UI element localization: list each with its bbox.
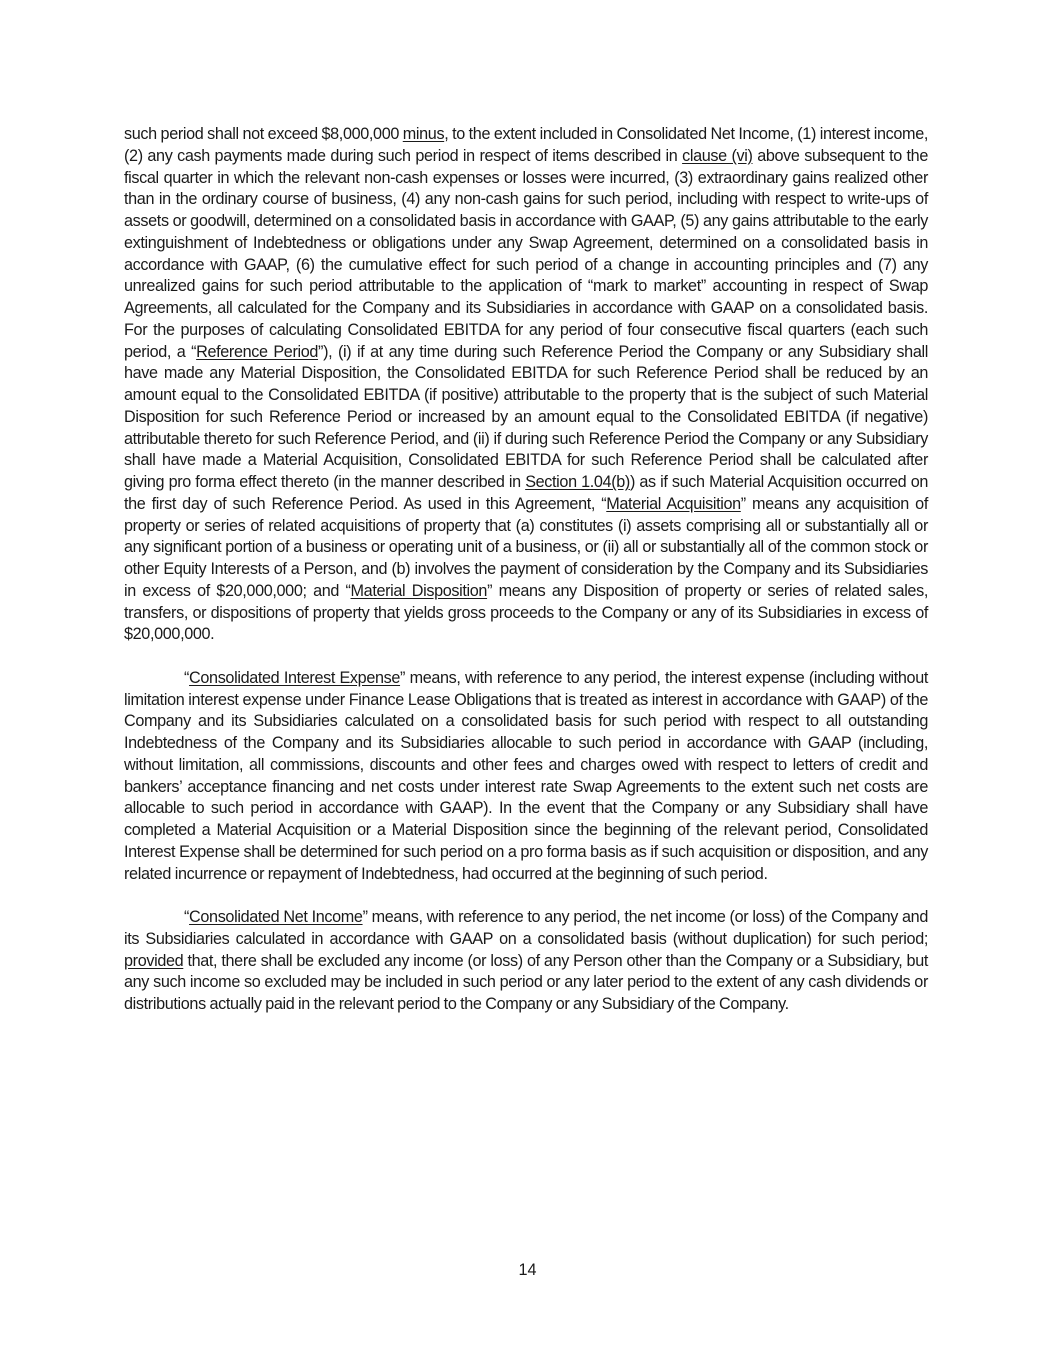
text-run: ” means any Disposition of property or series of related sales, transfers, or dispositions of property that yields gross proceeds to the Company or any of its Subsidiaries in excess of $20,000,000.	[124, 581, 928, 644]
reference-clause-vi: clause (vi)	[682, 146, 753, 165]
text-run: such period shall not exceed $8,000,000	[124, 125, 403, 143]
term-minus: minus	[402, 125, 445, 143]
defined-term-consolidated-net-income: Consolidated Net Income	[189, 908, 363, 926]
text-run: above subsequent to the fiscal quarter in which the relevant non-cash expenses or losses were incurred, (3) extraordinary gains realized other than in the ordinary course of business, (4) any non-cash gains for such period, including with respect to write-ups of assets or goodwill, determined on a consolidated basis in accordance with GAAP, (5) any gains attributable to the early extinguishment of Indebtedness or obligations under any Swap Agreement, determined on a consolidated basis in accordance with GAAP, (6) the cumulative effect for such period of a change in accounting principles and (7) any unrealized gains for such period attributable to the application of “mark to market” accounting in respect of Swap Agreements, all calculated for the Company and its Subsidiaries in accordance with GAAP on a consolidated basis. For the purposes of calculating Consolidated EBITDA for any period of four consecutive fiscal quarters (each such period, a “	[124, 146, 928, 361]
defined-term-material-disposition: Material Disposition	[350, 581, 488, 600]
text-run: , to the extent included in Consolidated Net Income, (1) interest income, (2) any cash payments made during such period in respect of items described in	[124, 125, 928, 165]
defined-term-reference-period: Reference Period	[196, 342, 319, 361]
text-run: ”), (i) if at any time during such Reference Period the Company or any Subsidiary shall have made any Material Disposition, the Consolidated EBITDA for such Reference Period shall be reduced by an amount equal to the Consolidated EBITDA (if positive) attributable to the property that is the subject of such Material Disposition for such Reference Period or increased by an amount equal to the Consolidated EBITDA (if negative) attributable thereto for such Reference Period, and (ii) if during such Reference Period the Company or any Subsidiary shall have made a Material Acquisition, Consolidated EBITDA for such Reference Period shall be calculated after giving pro forma effect thereto (in the manner described in	[124, 342, 928, 491]
term-provided: provided	[124, 951, 184, 970]
paragraph-consolidated-interest-expense	[124, 668, 928, 886]
defined-term-material-acquisition: Material Acquisition	[606, 494, 741, 513]
text-run: ” means, with reference to any period, the net income (or loss) of the Company and its Subsidiaries calculated in accordance with GAAP on a consolidated basis (without duplication) for such period;	[124, 908, 928, 948]
text-run: ” means, with reference to any period, the interest expense (including without limitation interest expense under Finance Lease Obligations that is treated as interest in accordance with GAAP) of the Company and its Subsidiaries calculated on a consolidated basis for such period with respect to all outstanding Indebtedness of the Company and its Subsidiaries allocable to such period in accordance with GAAP (including, without limitation, all commissions, discounts and other fees and charges owed with respect to letters of credit and bankers’ acceptance financing and net costs under interest rate Swap Agreements to the extent such net costs are allocable to such period in accordance with GAAP). In the event that the Company or any Subsidiary shall have completed a Material Acquisition or a Material Disposition since the beginning of the relevant period, Consolidated Interest Expense shall be determined for such period on a pro forma basis as if such acquisition or disposition, and any related incurrence or repayment of Indebtedness, had occurred at the beginning of such period.	[124, 668, 928, 883]
defined-term-consolidated-interest-expense: Consolidated Interest Expense	[189, 668, 401, 687]
paragraph-consolidated-ebitda-continued	[124, 124, 928, 646]
document-body	[124, 124, 928, 1038]
text-run: “	[184, 908, 190, 926]
text-run: ) as if such Material Acquisition occurred on the first day of such Reference Period. As used in this Agreement, “	[124, 473, 929, 513]
text-run: ” means any acquisition of property or series of related acquisitions of property that (a) constitutes (i) assets comprising all or substantially all or any significant portion of a business or operating unit of a business, or (ii) all or substantially all of the common stock or other Equity Interests of a Person, and (b) involves the payment of consideration by the Company and its Subsidiaries in excess of $20,000,000; and “	[124, 494, 928, 600]
text-run: “	[184, 668, 190, 687]
reference-section-1-04-b: Section 1.04(b)	[525, 473, 630, 491]
paragraph-consolidated-net-income	[124, 907, 928, 1016]
text-run: that, there shall be excluded any income (or loss) of any Person other than the Company or a Subsidiary, but any such income so excluded may be included in such period or any later period to the extent of any cash dividends or distributions actually paid in the relevant period to the Company or any Subsidiary of the Company.	[124, 951, 928, 1013]
page-number: 14	[518, 1261, 537, 1279]
